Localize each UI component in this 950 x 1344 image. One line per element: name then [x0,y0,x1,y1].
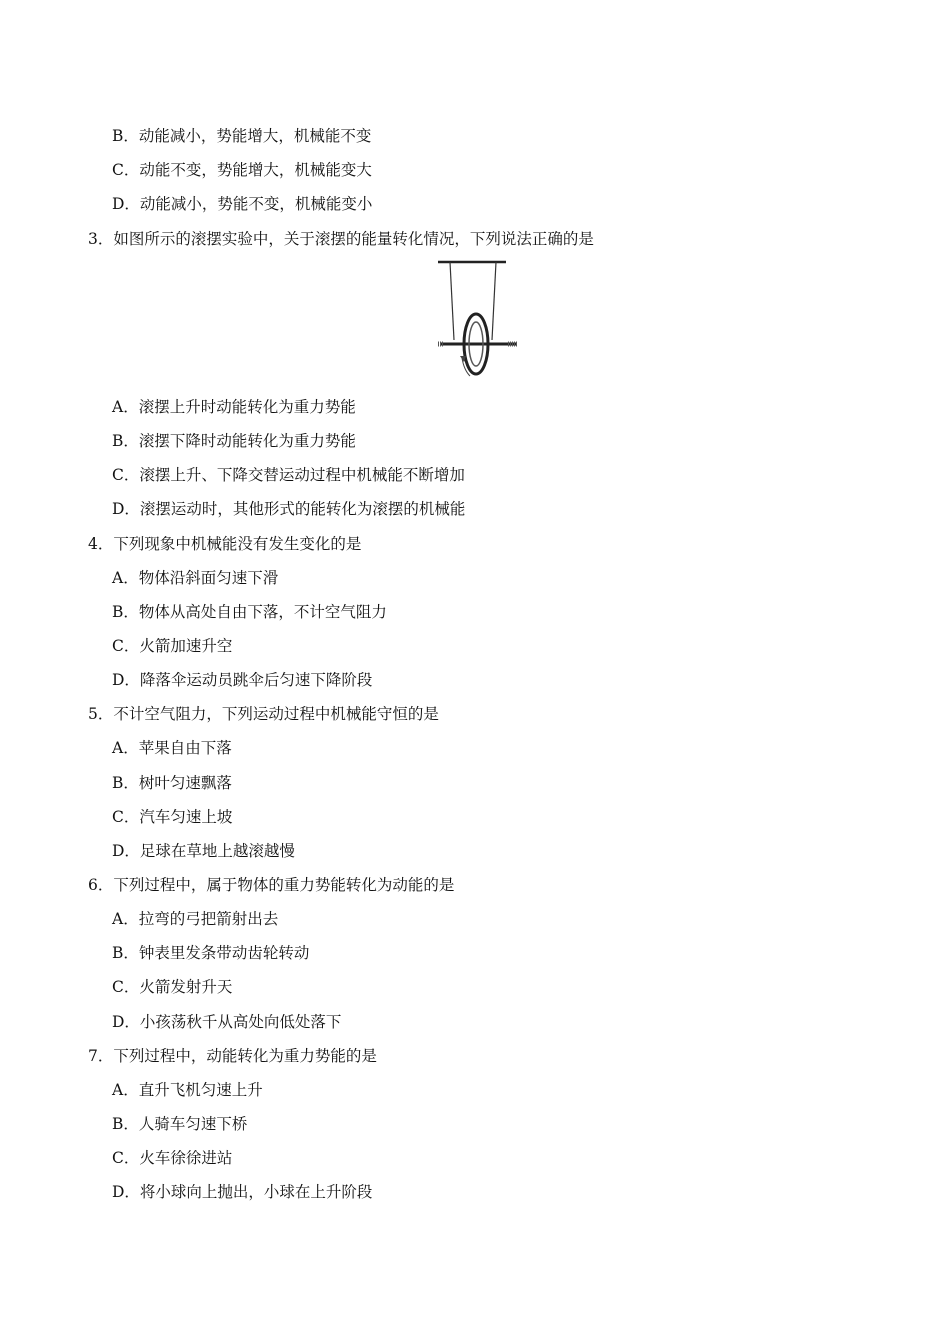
question-6: 6．下列过程中，属于物体的重力势能转化为动能的是 [88,876,455,894]
option-c: C．滚摆上升、下降交替运动过程中机械能不断增加 [112,466,465,484]
question-3: 3．如图所示的滚摆实验中，关于滚摆的能量转化情况，下列说法正确的是 [88,230,594,248]
option-b: B．人骑车匀速下桥 [112,1115,248,1133]
option-a: A．滚摆上升时动能转化为重力势能 [112,398,356,416]
option-b: B．动能减小，势能增大，机械能不变 [112,127,372,145]
option-d: D．足球在草地上越滚越慢 [112,842,295,860]
option-d: D．将小球向上抛出，小球在上升阶段 [112,1183,373,1201]
option-b: B．树叶匀速飘落 [112,774,232,792]
maxwell-wheel-figure [430,258,522,382]
option-d: D．动能减小，势能不变，机械能变小 [112,195,373,213]
option-a: A．拉弯的弓把箭射出去 [112,910,279,928]
option-d: D．降落伞运动员跳伞后匀速下降阶段 [112,671,373,689]
option-c: C．火车徐徐进站 [112,1149,233,1167]
option-a: A．直升飞机匀速上升 [112,1081,263,1099]
option-a: A．物体沿斜面匀速下滑 [112,569,279,587]
question-7: 7．下列过程中，动能转化为重力势能的是 [88,1047,377,1065]
option-b: B．滚摆下降时动能转化为重力势能 [112,432,356,450]
option-c: C．动能不变，势能增大，机械能变大 [112,161,372,179]
option-b: B．钟表里发条带动齿轮转动 [112,944,310,962]
option-c: C．火箭加速升空 [112,637,233,655]
option-d: D．滚摆运动时，其他形式的能转化为滚摆的机械能 [112,500,466,518]
option-b: B．物体从高处自由下落，不计空气阻力 [112,603,387,621]
option-a: A．苹果自由下落 [112,739,232,757]
question-4: 4．下列现象中机械能没有发生变化的是 [88,535,362,553]
option-c: C．火箭发射升天 [112,978,233,996]
option-d: D．小孩荡秋千从高处向低处落下 [112,1013,342,1031]
question-5: 5．不计空气阻力，下列运动过程中机械能守恒的是 [88,705,439,723]
option-c: C．汽车匀速上坡 [112,808,233,826]
